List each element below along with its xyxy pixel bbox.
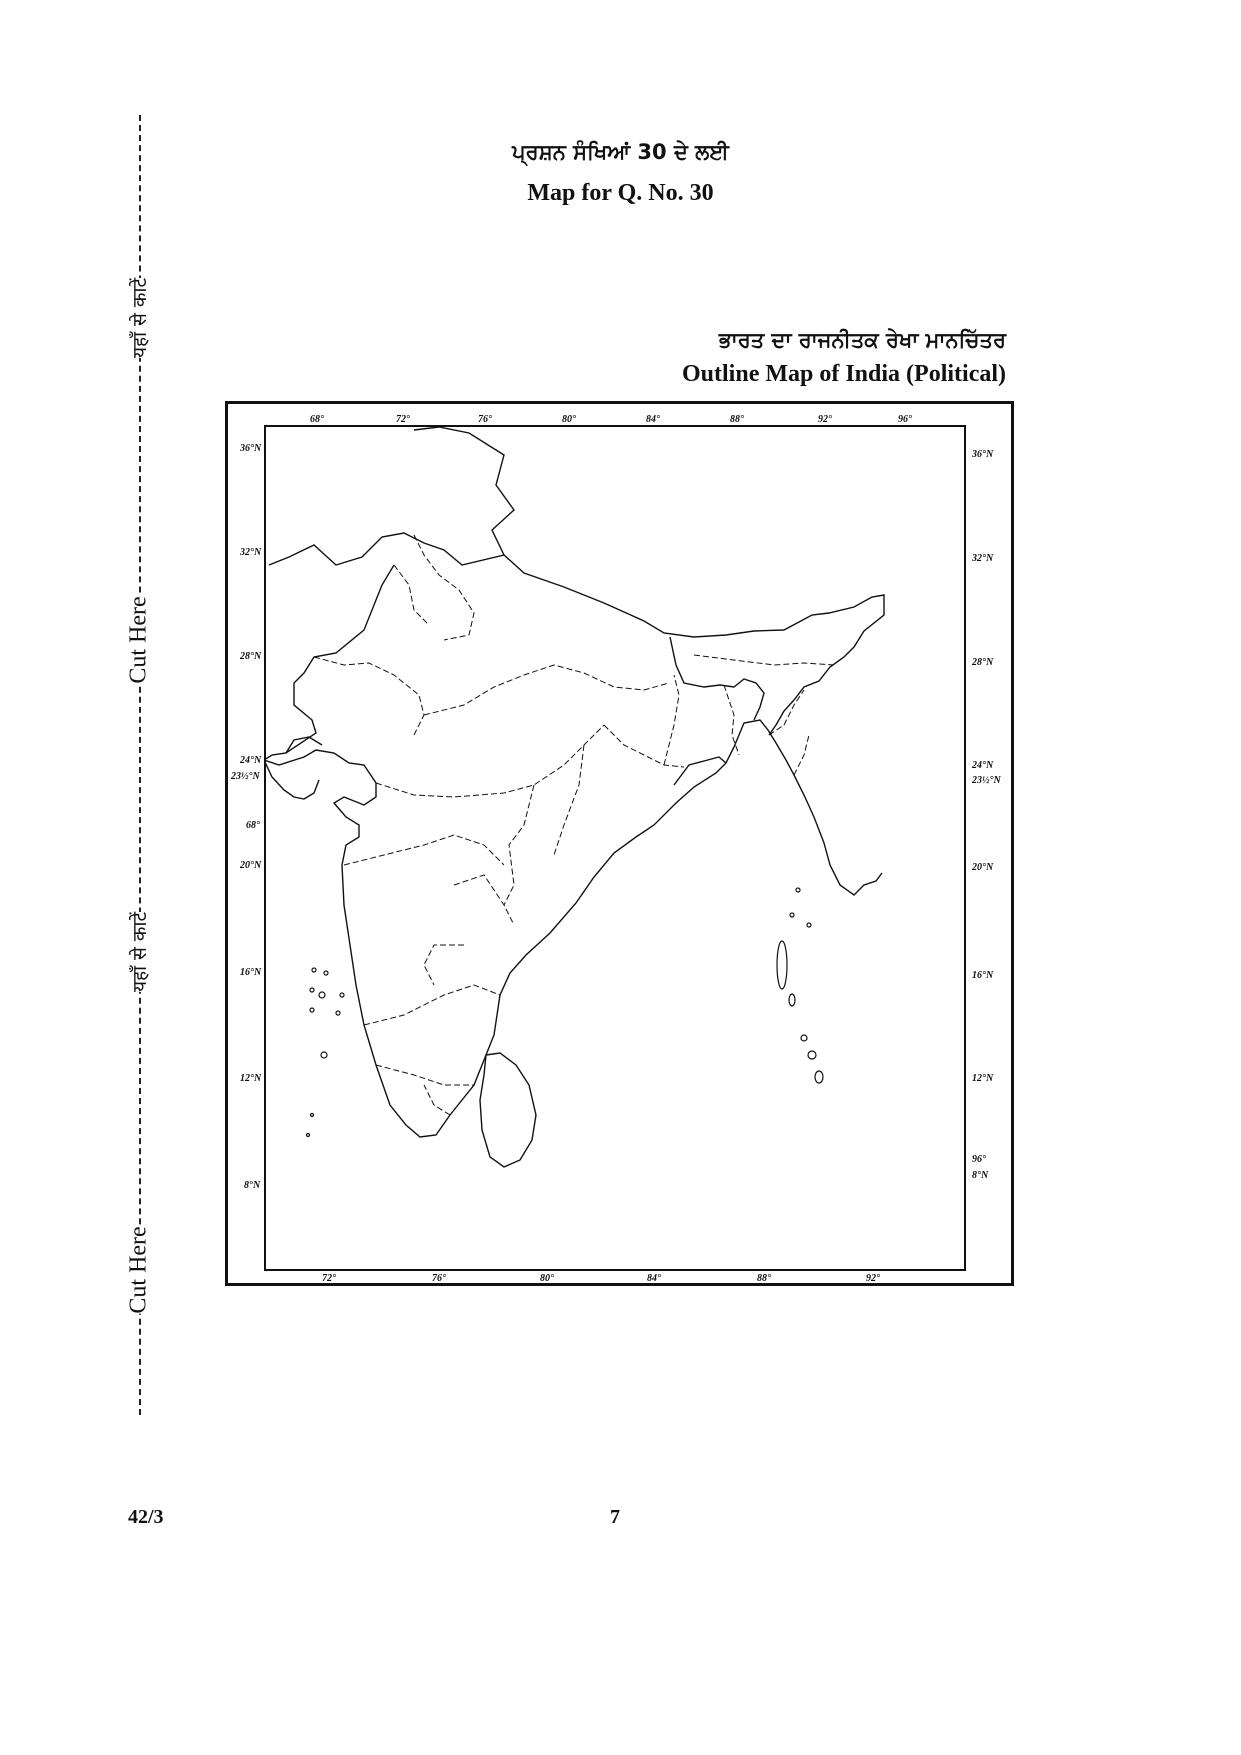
top-tick: 68° bbox=[310, 414, 324, 425]
right-tick: 16°N bbox=[972, 970, 994, 981]
sri-lanka-outline bbox=[480, 1053, 536, 1167]
top-tick: 88° bbox=[730, 414, 744, 425]
top-tick: 92° bbox=[818, 414, 832, 425]
cut-here-label-bottom: Cut Here bbox=[125, 1226, 152, 1314]
cut-here-label-top: Cut Here bbox=[125, 596, 152, 684]
top-tick: 72° bbox=[396, 414, 410, 425]
left-tick: 28°N bbox=[240, 651, 262, 662]
left-tick: 12°N bbox=[240, 1073, 262, 1084]
india-outline-map bbox=[264, 425, 966, 1271]
top-tick: 80° bbox=[562, 414, 576, 425]
right-tick: 12°N bbox=[972, 1073, 994, 1084]
bottom-tick: 88° bbox=[757, 1273, 771, 1284]
right-tick: 24°N bbox=[972, 760, 994, 771]
bottom-tick: 76° bbox=[432, 1273, 446, 1284]
left-tick: 20°N bbox=[240, 860, 262, 871]
right-tick: 23½°N bbox=[972, 775, 1001, 786]
left-tick: 68° bbox=[246, 820, 260, 831]
left-tick: 24°N bbox=[240, 755, 262, 766]
top-tick: 96° bbox=[898, 414, 912, 425]
map-title: Outline Map of India (Political) bbox=[682, 361, 1006, 387]
left-tick: 8°N bbox=[244, 1180, 261, 1191]
right-tick: 36°N bbox=[972, 449, 994, 460]
question-heading: Map for Q. No. 30 bbox=[527, 180, 714, 206]
right-tick: 96° bbox=[972, 1154, 986, 1165]
cut-here-label-hindi-top: यहाँ से काटें bbox=[126, 278, 152, 358]
top-tick: 84° bbox=[646, 414, 660, 425]
right-tick: 20°N bbox=[972, 862, 994, 873]
india-mainland-outline bbox=[264, 427, 882, 1137]
map-title-punjabi: ਭਾਰਤ ਦਾ ਰਾਜਨੀਤਕ ਰੇਖਾ ਮਾਨਚਿੱਤਰ bbox=[718, 328, 1006, 352]
left-tick: 16°N bbox=[240, 967, 262, 978]
page-number: 7 bbox=[610, 1506, 620, 1528]
bottom-tick: 72° bbox=[322, 1273, 336, 1284]
question-heading-punjabi: ਪ੍ਰਸ਼ਨ ਸੰਖਿਆਂ 30 ਦੇ ਲਈ bbox=[512, 140, 729, 164]
left-tick: 36°N bbox=[240, 443, 262, 454]
cut-here-label-hindi-bottom: यहाँ से काटें bbox=[126, 912, 152, 992]
right-tick: 8°N bbox=[972, 1170, 989, 1181]
bottom-tick: 84° bbox=[647, 1273, 661, 1284]
bottom-tick: 80° bbox=[540, 1273, 554, 1284]
bottom-tick: 92° bbox=[866, 1273, 880, 1284]
top-tick: 76° bbox=[478, 414, 492, 425]
paper-code: 42/3 bbox=[128, 1506, 164, 1528]
left-tick: 32°N bbox=[240, 547, 262, 558]
right-tick: 28°N bbox=[972, 657, 994, 668]
right-tick: 32°N bbox=[972, 553, 994, 564]
left-tick: 23½°N bbox=[231, 771, 260, 782]
